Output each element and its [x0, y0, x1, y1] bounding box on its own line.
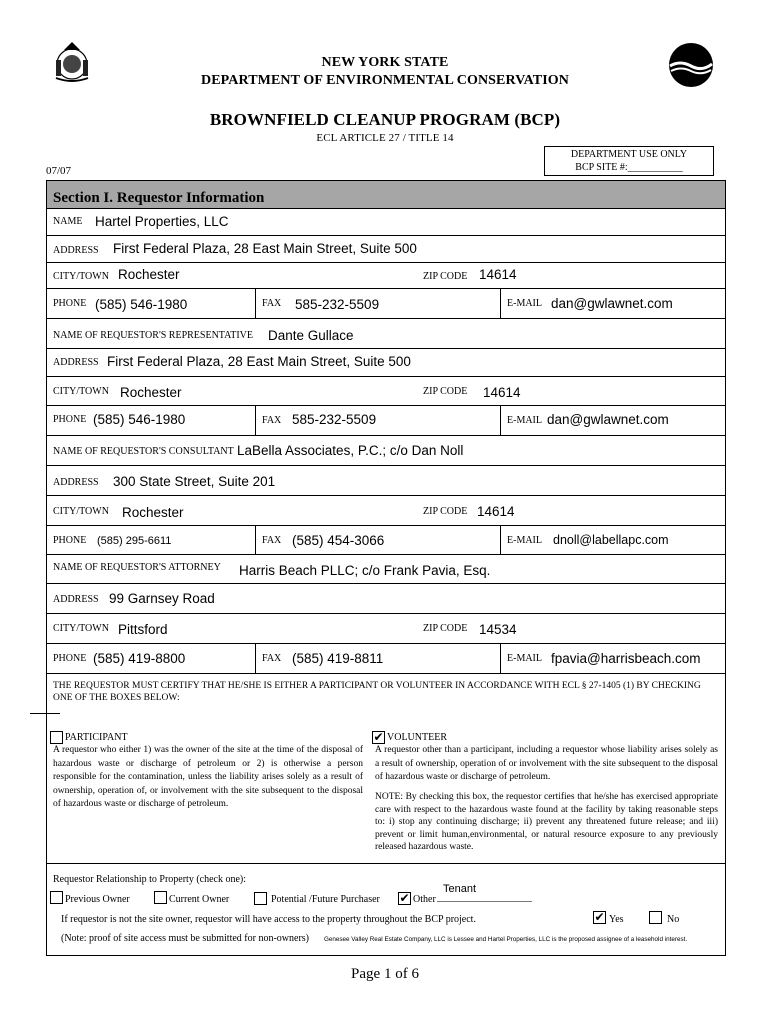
email-label: E-MAIL	[507, 298, 542, 309]
requestor-name-field[interactable]: Hartel Properties, LLC	[95, 214, 229, 229]
check-mark-icon: ✔	[373, 730, 384, 744]
consultant-city-row	[47, 496, 725, 526]
check-mark-icon: ✔	[594, 910, 605, 924]
zip-label: ZIP CODE	[423, 506, 468, 517]
representative-address-field[interactable]: First Federal Plaza, 28 East Main Street, Suite 500	[107, 354, 411, 369]
phone-label: PHONE	[53, 535, 87, 546]
previous-owner-label: Previous Owner	[65, 894, 130, 905]
consultant-label: NAME OF REQUESTOR'S CONSULTANT	[53, 446, 234, 457]
other-checkbox[interactable]	[398, 892, 411, 905]
header-department: DEPARTMENT OF ENVIRONMENTAL CONSERVATION	[201, 73, 569, 88]
margin-mark	[30, 713, 60, 714]
other-value-field[interactable]: Tenant	[443, 883, 477, 895]
representative-name-row	[47, 319, 725, 349]
attorney-address-row	[47, 584, 725, 614]
attorney-fax-field[interactable]: (585) 419-8811	[292, 651, 384, 666]
requestor-address-field[interactable]: First Federal Plaza, 28 East Main Street, Suite 500	[113, 241, 417, 256]
requestor-zip-field[interactable]: 14614	[479, 267, 517, 282]
attorney-zip-field[interactable]: 14534	[479, 622, 517, 637]
participant-label: PARTICIPANT	[65, 732, 128, 743]
access-yes-label: Yes	[609, 914, 624, 925]
article-line: ECL ARTICLE 27 / TITLE 14	[316, 132, 454, 144]
volunteer-label: VOLUNTEER	[387, 732, 447, 743]
consultant-email-field[interactable]: dnoll@labellapc.com	[553, 533, 669, 547]
representative-address-row	[47, 349, 725, 377]
zip-label: ZIP CODE	[423, 271, 468, 282]
section-1-form	[46, 180, 726, 956]
representative-name-field[interactable]: Dante Gullace	[268, 328, 354, 343]
consultant-address-field[interactable]: 300 State Street, Suite 201	[113, 474, 276, 489]
phone-label: PHONE	[53, 414, 87, 425]
attorney-city-row	[47, 614, 725, 644]
check-mark-icon: ✔	[399, 891, 410, 905]
fax-label: FAX	[262, 653, 282, 664]
attorney-name-field[interactable]: Harris Beach PLLC; c/o Frank Pavia, Esq.	[239, 563, 491, 578]
volunteer-checkbox[interactable]	[372, 731, 385, 744]
section-title: Section I. Requestor Information	[47, 181, 725, 209]
current-owner-checkbox[interactable]	[154, 891, 167, 904]
bcp-site-number[interactable]: BCP SITE #:___________	[575, 162, 683, 173]
relationship-prompt: Requestor Relationship to Property (check one):	[53, 874, 247, 885]
participant-checkbox[interactable]	[50, 731, 63, 744]
dept-use-label: DEPARTMENT USE ONLY	[570, 149, 688, 160]
relationship-block	[47, 864, 725, 956]
header-state: NEW YORK STATE	[321, 55, 449, 70]
address-label: ADDRESS	[53, 594, 99, 605]
fax-label: FAX	[262, 298, 282, 309]
access-no-label: No	[667, 914, 680, 925]
city-label: CITY/TOWN	[53, 386, 109, 397]
requestor-address-row	[47, 236, 725, 263]
department-use-box	[544, 146, 714, 176]
address-label: ADDRESS	[53, 357, 99, 368]
requestor-email-field[interactable]: dan@gwlawnet.com	[551, 296, 673, 311]
current-owner-label: Current Owner	[169, 894, 230, 905]
fax-label: FAX	[262, 535, 282, 546]
email-label: E-MAIL	[507, 653, 542, 664]
requestor-city-field[interactable]: Rochester	[118, 267, 180, 282]
consultant-city-field[interactable]: Rochester	[122, 505, 184, 520]
requestor-city-row	[47, 263, 725, 289]
future-purchaser-checkbox[interactable]	[254, 892, 267, 905]
address-label: ADDRESS	[53, 477, 99, 488]
volunteer-note: NOTE: By checking this box, the requestor certifies that he/she has exercised appropriate care with respect to the hazardous waste found at the facility by taking reasonable steps to: i) stop any continuing discharge; ii) prevent any threatened future release; and iii) prevent or limit human,environmental, or natural resource exposure to any previously released hazardous waste.	[375, 792, 718, 852]
representative-phone-field[interactable]: (585) 546-1980	[93, 412, 186, 427]
fax-label: FAX	[262, 415, 282, 426]
previous-owner-checkbox[interactable]	[50, 891, 63, 904]
consultant-name-row	[47, 436, 725, 466]
requestor-fax-field[interactable]: 585-232-5509	[295, 297, 380, 312]
representative-zip-field[interactable]: 14614	[483, 385, 521, 400]
attorney-label: NAME OF REQUESTOR'S ATTORNEY	[53, 562, 221, 573]
email-label: E-MAIL	[507, 415, 542, 426]
city-label: CITY/TOWN	[53, 623, 109, 634]
consultant-phone-field[interactable]: (585) 295-6611	[97, 535, 172, 547]
access-note-fill[interactable]: Genesee Valley Real Estate Company, LLC is Lessee and Hartel Properties, LLC is the proposed assignee of a leasehold interest.	[324, 936, 688, 943]
dec-logo-icon	[668, 42, 714, 88]
representative-phone-row	[47, 406, 725, 436]
page-number: Page 1 of 6	[351, 966, 419, 982]
representative-email-field[interactable]: dan@gwlawnet.com	[547, 412, 669, 427]
other-label: Other	[413, 894, 436, 905]
phone-label: PHONE	[53, 298, 87, 309]
city-label: CITY/TOWN	[53, 271, 109, 282]
attorney-address-field[interactable]: 99 Garnsey Road	[109, 591, 215, 606]
participant-description: A requestor who either 1) was the owner of the site at the time of the disposal of hazardous waste or discharge of petroleum or 2) is otherwise a person responsible for the contamination, unless the liability arises solely as a result of ownership, operation of, or involvement with the site subsequent to the disposal of hazardous waste or discharge of petroleum.	[53, 745, 363, 809]
consultant-address-row	[47, 466, 725, 496]
attorney-email-field[interactable]: fpavia@harrisbeach.com	[551, 651, 701, 666]
zip-label: ZIP CODE	[423, 386, 468, 397]
requestor-phone-row	[47, 289, 725, 319]
zip-label: ZIP CODE	[423, 623, 468, 634]
certify-instructions: THE REQUESTOR MUST CERTIFY THAT HE/SHE IS EITHER A PARTICIPANT OR VOLUNTEER IN ACCORDANCE WITH ECL § 27-1405 (1) BY CHECKING ONE OF THE BOXES BELOW:	[53, 681, 701, 703]
program-title: BROWNFIELD CLEANUP PROGRAM (BCP)	[209, 110, 561, 129]
access-no-checkbox[interactable]	[649, 911, 662, 924]
access-yes-checkbox[interactable]	[593, 911, 606, 924]
representative-fax-field[interactable]: 585-232-5509	[292, 412, 377, 427]
access-question: If requestor is not the site owner, requestor will have access to the property throughout the BCP project.	[61, 914, 476, 925]
consultant-phone-row	[47, 526, 725, 555]
address-label: ADDRESS	[53, 245, 99, 256]
volunteer-description: A requestor other than a participant, including a requestor whose liability arises solely as a result of ownership, operation of or involvement with the site subsequent to the disposal of hazardous waste or discharge of petroleum.	[375, 745, 718, 782]
consultant-zip-field[interactable]: 14614	[477, 504, 515, 519]
future-purchaser-label: Potential /Future Purchaser	[271, 894, 380, 905]
attorney-city-field[interactable]: Pittsford	[118, 622, 168, 637]
consultant-fax-field[interactable]: (585) 454-3066	[292, 533, 385, 548]
form-date: 07/07	[46, 165, 72, 177]
attorney-name-row	[47, 555, 725, 584]
city-label: CITY/TOWN	[53, 506, 109, 517]
other-blank: ___________________	[437, 892, 532, 903]
attorney-phone-field[interactable]: (585) 419-8800	[93, 651, 186, 666]
representative-city-field[interactable]: Rochester	[120, 385, 182, 400]
representative-city-row	[47, 377, 725, 406]
attorney-phone-row	[47, 644, 725, 674]
name-label: NAME	[53, 216, 83, 227]
representative-label: NAME OF REQUESTOR'S REPRESENTATIVE	[53, 330, 253, 341]
consultant-name-field[interactable]: LaBella Associates, P.C.; c/o Dan Noll	[237, 443, 464, 458]
certification-block	[47, 674, 725, 864]
requestor-name-row	[47, 209, 725, 236]
access-note: (Note: proof of site access must be submitted for non-owners)	[61, 933, 309, 944]
requestor-phone-field[interactable]: (585) 546-1980	[95, 297, 188, 312]
email-label: E-MAIL	[507, 535, 542, 546]
phone-label: PHONE	[53, 653, 87, 664]
